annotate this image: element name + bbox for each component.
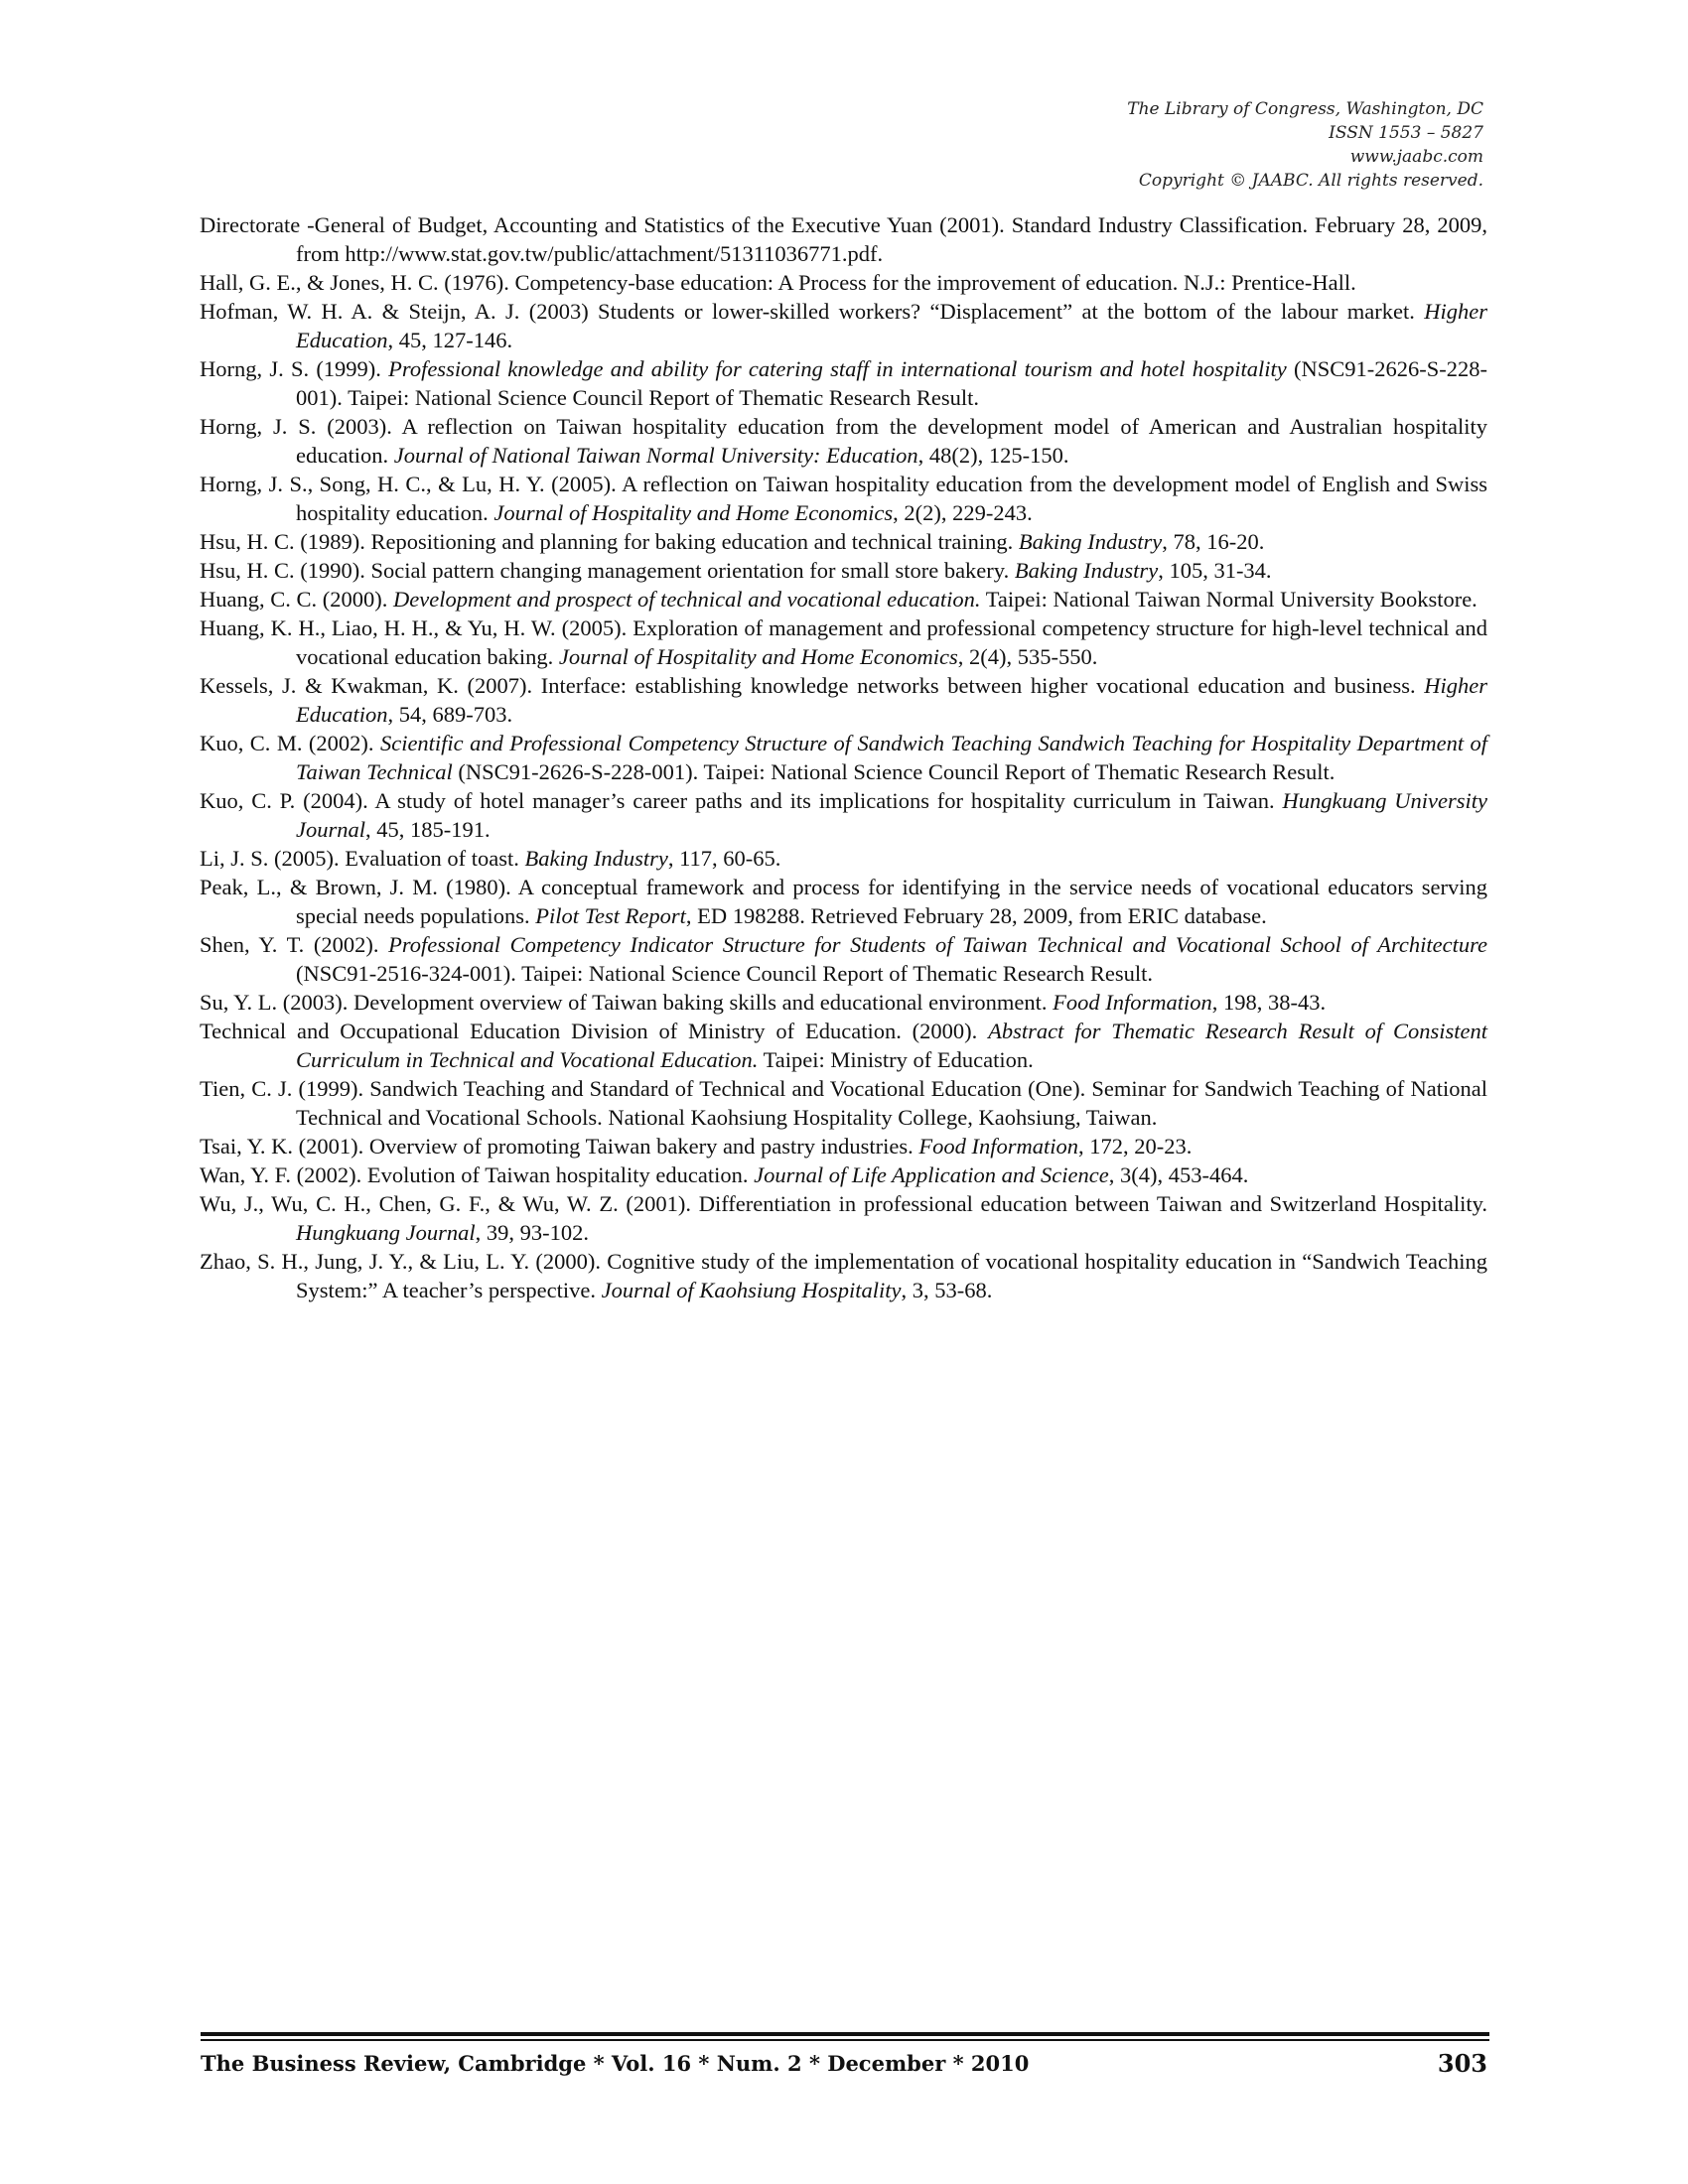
reference-text: , ED 198288. Retrieved February 28, 2009, from ERIC database. [685, 903, 1267, 928]
reference-entry [200, 470, 1487, 527]
reference-text: , 117, 60-65. [667, 846, 781, 871]
reference-italic-title: Journal of Life Application and Science [754, 1162, 1109, 1187]
reference-entry [200, 412, 1487, 470]
reference-entry [200, 786, 1487, 844]
reference-italic-title: Baking Industry [524, 846, 668, 871]
reference-text: , 45, 185-191. [365, 817, 491, 842]
reference-text: , 54, 689-703. [387, 702, 513, 727]
reference-entry [200, 1132, 1487, 1160]
reference-italic-title: Hungkuang University Journal [296, 788, 1488, 842]
reference-text: Zhao, S. H., Jung, J. Y., & Liu, L. Y. (2000). Cognitive study of the implementation of vocational hospitality education in “Sandwich Teaching System:” A teacher’s perspective. [200, 1249, 1487, 1302]
header-copyright-line: Copyright © JAABC. All rights reserved. [1138, 171, 1483, 191]
reference-text: Hsu, H. C. (1989). Repositioning and planning for baking education and technical training. [200, 529, 1019, 554]
reference-entry [200, 988, 1487, 1017]
reference-text: Su, Y. L. (2003). Development overview of Taiwan baking skills and educational environment. [200, 990, 1054, 1015]
reference-italic-title: Journal of Kaohsiung Hospitality [601, 1278, 902, 1302]
reference-entry [200, 1189, 1487, 1247]
header-website-line[interactable]: www.jaabc.com [1349, 147, 1483, 167]
reference-text: , 3(4), 453-464. [1108, 1162, 1249, 1187]
reference-italic-title: Professional knowledge and ability for catering staff in international tourism and hotel hospitality [388, 356, 1287, 381]
reference-text: Technical and Occupational Education Division of Ministry of Education. (2000). [200, 1019, 989, 1043]
reference-text: , 172, 20-23. [1078, 1134, 1193, 1159]
reference-entry [200, 527, 1487, 556]
header-issn-line: ISSN 1553 – 5827 [1329, 123, 1483, 143]
reference-text: Taipei: National Taiwan Normal University Bookstore. [980, 587, 1477, 612]
reference-entry [200, 729, 1487, 786]
reference-entry [200, 671, 1487, 729]
reference-text: Huang, C. C. (2000). [200, 587, 393, 612]
reference-italic-title: Scientific and Professional Competency Structure of Sandwich Teaching Sandwich Teaching for Hospitality Department of Taiwan Technical [296, 731, 1488, 784]
reference-text: , 45, 127-146. [387, 328, 513, 352]
reference-entry [200, 930, 1487, 988]
footer-rule-thick [201, 2032, 1489, 2036]
reference-text: Shen, Y. T. (2002). [200, 932, 389, 957]
reference-text: , 2(4), 535-550. [957, 644, 1098, 669]
reference-italic-title: Baking Industry [1014, 558, 1159, 583]
reference-italic-title: Higher Education [296, 673, 1487, 727]
reference-text: Kessels, J. & Kwakman, K. (2007). Interface: establishing knowledge networks between higher vocational education and business. [200, 673, 1425, 698]
reference-text: Kuo, C. P. (2004). A study of hotel manager’s career paths and its implications for hospitality curriculum in Taiwan. [200, 788, 1283, 813]
reference-italic-title: Journal of Hospitality and Home Economics [493, 500, 894, 525]
reference-entry [200, 614, 1487, 671]
reference-text: Hall, G. E., & Jones, H. C. (1976). Competency-base education: A Process for the improvement of education. N.J.: Prentice-Hall. [200, 270, 1356, 295]
reference-italic-title: Hungkuang Journal [296, 1220, 476, 1245]
reference-italic-title: Baking Industry [1018, 529, 1163, 554]
reference-italic-title: Food Information [1053, 990, 1212, 1015]
reference-text: Li, J. S. (2005). Evaluation of toast. [200, 846, 525, 871]
reference-list [200, 210, 1487, 1304]
reference-text: Huang, K. H., Liao, H. H., & Yu, H. W. (2005). Exploration of management and professional competency structure for high-level technical and vocational education baking. [200, 615, 1487, 669]
reference-text: , 3, 53-68. [901, 1278, 993, 1302]
reference-text: Wan, Y. F. (2002). Evolution of Taiwan hospitality education. [200, 1162, 755, 1187]
reference-text: Directorate -General of Budget, Accounting and Statistics of the Executive Yuan (2001). Standard Industry Classification. February 28, 2009, from http://www.stat.gov.tw/public/attachment/51311036771.pdf. [200, 212, 1487, 266]
reference-text: , 2(2), 229-243. [893, 500, 1033, 525]
reference-entry [200, 210, 1487, 268]
page-number: 303 [1437, 2049, 1487, 2078]
reference-entry [200, 1247, 1487, 1304]
footer-rule-thin [201, 2039, 1489, 2041]
reference-text: (NSC91-2516-324-001). Taipei: National Science Council Report of Thematic Research Result. [296, 961, 1154, 986]
reference-italic-title: Food Information [918, 1134, 1079, 1159]
reference-text: Kuo, C. M. (2002). [200, 731, 380, 755]
reference-text: , 78, 16-20. [1162, 529, 1265, 554]
reference-entry [200, 297, 1487, 354]
reference-entry [200, 585, 1487, 614]
reference-text: Wu, J., Wu, C. H., Chen, G. F., & Wu, W. Z. (2001). Differentiation in professional education between Taiwan and Switzerland Hospitality. [200, 1191, 1487, 1216]
reference-italic-title: Higher Education [296, 299, 1487, 352]
reference-entry [200, 873, 1487, 930]
reference-italic-title: Abstract for Thematic Research Result of Consistent Curriculum in Technical and Vocational Education. [296, 1019, 1488, 1072]
reference-entry [200, 1017, 1487, 1074]
reference-text: , 105, 31-34. [1158, 558, 1272, 583]
reference-italic-title: Pilot Test Report [535, 903, 686, 928]
reference-text: Tien, C. J. (1999). Sandwich Teaching and Standard of Technical and Vocational Education (One). Seminar for Sandwich Teaching of National Technical and Vocational Schools. National Kaohsiung Hospitality College, Kaohsiung, Taiwan. [200, 1076, 1487, 1130]
reference-text: , 39, 93-102. [475, 1220, 589, 1245]
reference-text: Hsu, H. C. (1990). Social pattern changing management orientation for small store bakery. [200, 558, 1015, 583]
reference-text: (NSC91-2626-S-228-001). Taipei: National Science Council Report of Thematic Research Result. [296, 356, 1487, 410]
reference-italic-title: Journal of Hospitality and Home Economics [558, 644, 958, 669]
reference-entry [200, 354, 1487, 412]
running-header [1127, 97, 1483, 193]
reference-entry [200, 556, 1487, 585]
reference-text: Hofman, W. H. A. & Steijn, A. J. (2003) Students or lower-skilled workers? “Displacement” at the bottom of the labour market. [200, 299, 1425, 324]
reference-text: , 48(2), 125-150. [917, 443, 1069, 468]
reference-text: Peak, L., & Brown, J. M. (1980). A conceptual framework and process for identifying in the service needs of vocational educators serving special needs populations. [200, 875, 1487, 928]
footer-journal-info: The Business Review, Cambridge * Vol. 16 * Num. 2 * December * 2010 [201, 2051, 1030, 2076]
reference-italic-title: Journal of National Taiwan Normal University: Education [393, 443, 918, 468]
reference-entry [200, 1074, 1487, 1132]
reference-italic-title: Professional Competency Indicator Structure for Students of Taiwan Technical and Vocational School of Architecture [388, 932, 1487, 957]
reference-text: , 198, 38-43. [1211, 990, 1327, 1015]
reference-entry [200, 844, 1487, 873]
header-library-line: The Library of Congress, Washington, DC [1127, 99, 1483, 119]
reference-text: Taipei: Ministry of Education. [758, 1047, 1034, 1072]
reference-text: Horng, J. S. (1999). [200, 356, 389, 381]
reference-text: Tsai, Y. K. (2001). Overview of promoting Taiwan bakery and pastry industries. [200, 1134, 919, 1159]
reference-entry [200, 1160, 1487, 1189]
reference-entry [200, 268, 1487, 297]
reference-text: (NSC91-2626-S-228-001). Taipei: National Science Council Report of Thematic Research Result. [452, 759, 1336, 784]
reference-text: Horng, J. S., Song, H. C., & Lu, H. Y. (2005). A reflection on Taiwan hospitality education from the development model of English and Swiss hospitality education. [200, 472, 1487, 525]
reference-italic-title: Development and prospect of technical and vocational education. [393, 587, 981, 612]
reference-text: Horng, J. S. (2003). A reflection on Taiwan hospitality education from the development model of American and Australian hospitality education. [200, 414, 1487, 468]
